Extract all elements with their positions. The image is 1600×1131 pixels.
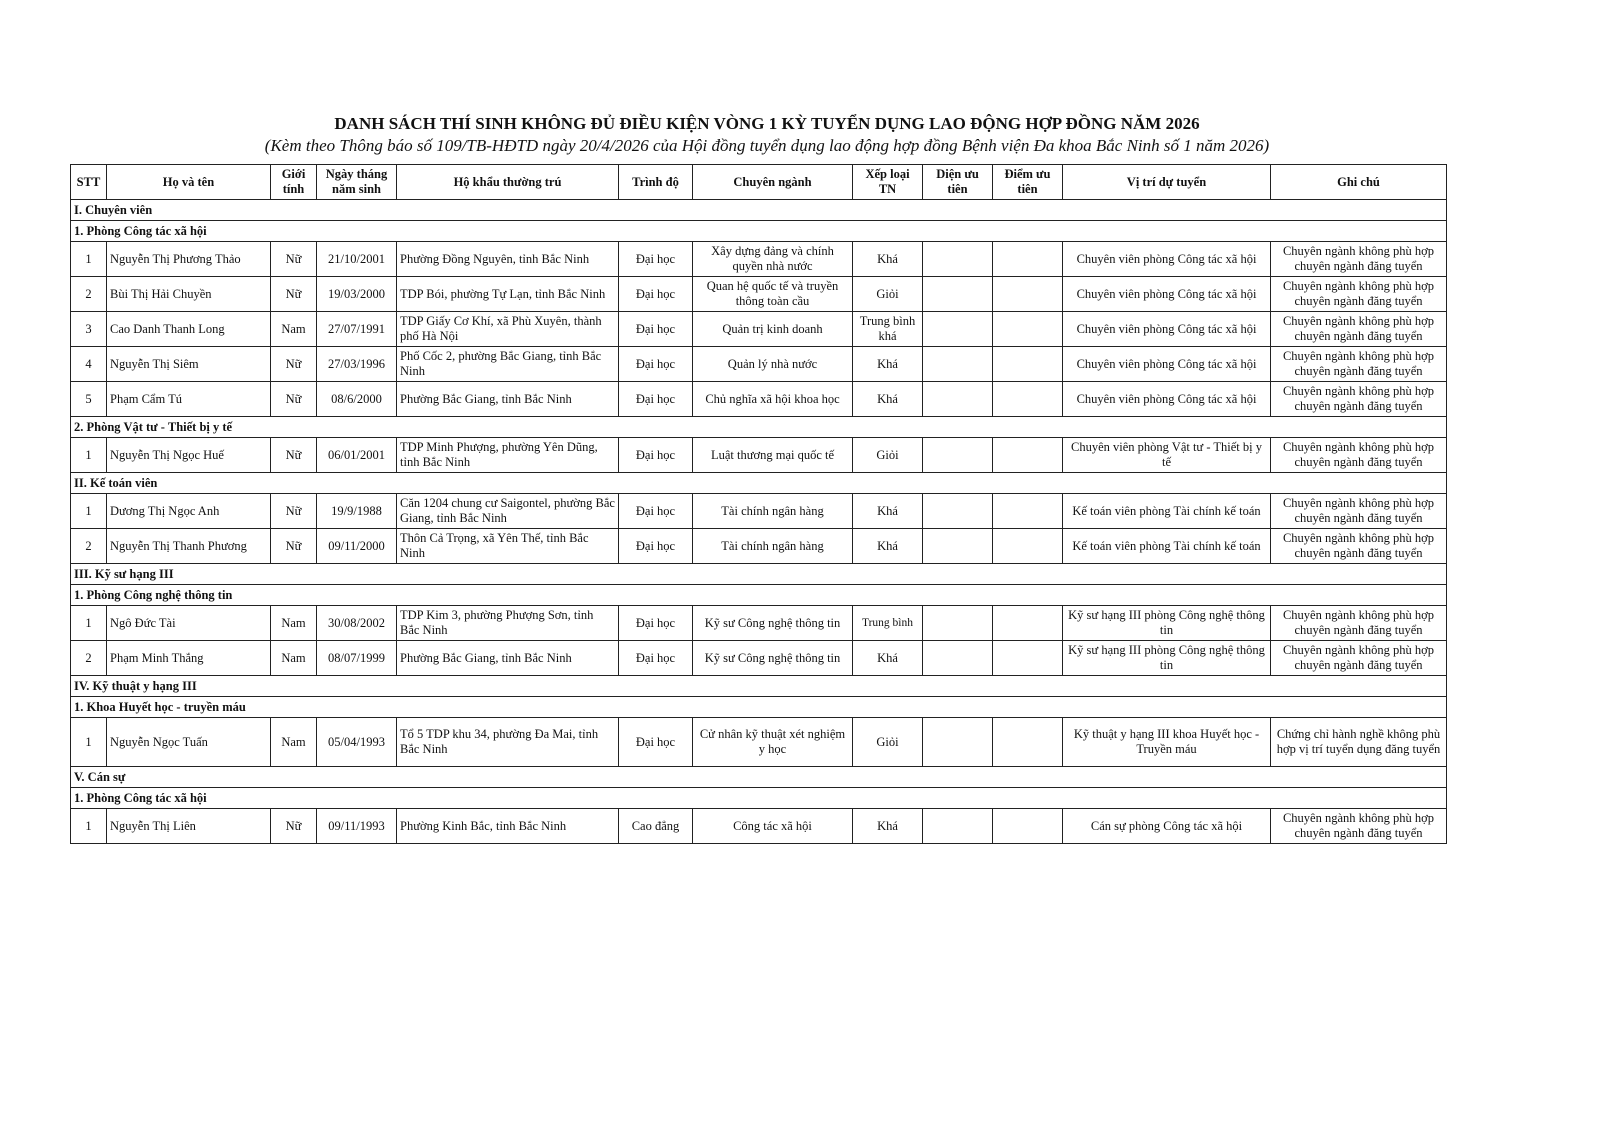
cell-name: Nguyễn Ngọc Tuấn [107,718,271,767]
cell-note: Chuyên ngành không phù hợp chuyên ngành đăng tuyển [1271,809,1447,844]
cell-note: Chứng chỉ hành nghề không phù hợp vị trí tuyển dụng đăng tuyển [1271,718,1447,767]
table-row [71,606,1447,641]
cell-major: Luật thương mại quốc tế [693,438,853,473]
cell-major: Quản lý nhà nước [693,347,853,382]
cell-dob: 09/11/2000 [317,529,397,564]
cell-address: TDP Bói, phường Tự Lạn, tỉnh Bắc Ninh [397,277,619,312]
cell-dob: 27/07/1991 [317,312,397,347]
cell-priority-object [923,312,993,347]
cell-priority-points [993,718,1063,767]
table-row [71,347,1447,382]
cell-degree: Đại học [619,494,693,529]
cell-note: Chuyên ngành không phù hợp chuyên ngành đăng tuyển [1271,242,1447,277]
cell-gender: Nam [271,718,317,767]
section-heading: 1. Phòng Công tác xã hội [71,221,1447,242]
cell-gender: Nữ [271,529,317,564]
section-heading: 2. Phòng Vật tư - Thiết bị y tế [71,417,1447,438]
cell-stt: 1 [71,606,107,641]
cell-priority-points [993,347,1063,382]
cell-grade: Trung bình khá [853,312,923,347]
cell-address: TDP Kim 3, phường Phượng Sơn, tỉnh Bắc Ninh [397,606,619,641]
cell-name: Bùi Thị Hải Chuyền [107,277,271,312]
cell-dob: 30/08/2002 [317,606,397,641]
cell-dob: 08/6/2000 [317,382,397,417]
cell-priority-points [993,277,1063,312]
cell-gender: Nam [271,641,317,676]
section-row [71,417,1447,438]
header-position: Vị trí dự tuyển [1063,165,1271,200]
cell-priority-points [993,382,1063,417]
table-row [71,529,1447,564]
cell-degree: Đại học [619,718,693,767]
section-row [71,564,1447,585]
section-row [71,697,1447,718]
section-heading: II. Kế toán viên [71,473,1447,494]
cell-address: Căn 1204 chung cư Saigontel, phường Bắc Giang, tỉnh Bắc Ninh [397,494,619,529]
section-heading: 1. Khoa Huyết học - truyền máu [71,697,1447,718]
cell-grade: Giỏi [853,718,923,767]
cell-name: Nguyễn Thị Siêm [107,347,271,382]
section-row [71,676,1447,697]
cell-degree: Đại học [619,529,693,564]
cell-note: Chuyên ngành không phù hợp chuyên ngành đăng tuyển [1271,529,1447,564]
cell-stt: 4 [71,347,107,382]
cell-dob: 19/9/1988 [317,494,397,529]
cell-grade: Khá [853,641,923,676]
cell-priority-object [923,606,993,641]
cell-name: Nguyễn Thị Thanh Phương [107,529,271,564]
cell-note: Chuyên ngành không phù hợp chuyên ngành đăng tuyển [1271,641,1447,676]
cell-dob: 06/01/2001 [317,438,397,473]
table-header [71,165,1447,200]
table-row [71,494,1447,529]
cell-stt: 1 [71,718,107,767]
cell-grade: Giỏi [853,438,923,473]
header-name: Họ và tên [107,165,271,200]
header-major: Chuyên ngành [693,165,853,200]
cell-position: Chuyên viên phòng Công tác xã hội [1063,312,1271,347]
cell-gender: Nữ [271,242,317,277]
cell-degree: Đại học [619,641,693,676]
section-row [71,200,1447,221]
cell-priority-object [923,529,993,564]
cell-gender: Nữ [271,347,317,382]
cell-note: Chuyên ngành không phù hợp chuyên ngành đăng tuyển [1271,494,1447,529]
cell-gender: Nữ [271,277,317,312]
cell-priority-points [993,242,1063,277]
cell-note: Chuyên ngành không phù hợp chuyên ngành đăng tuyển [1271,438,1447,473]
header-dob: Ngày tháng năm sinh [317,165,397,200]
cell-degree: Đại học [619,312,693,347]
cell-name: Cao Danh Thanh Long [107,312,271,347]
cell-note: Chuyên ngành không phù hợp chuyên ngành đăng tuyển [1271,277,1447,312]
cell-degree: Đại học [619,242,693,277]
cell-note: Chuyên ngành không phù hợp chuyên ngành đăng tuyển [1271,347,1447,382]
cell-major: Kỹ sư Công nghệ thông tin [693,606,853,641]
cell-dob: 19/03/2000 [317,277,397,312]
cell-gender: Nữ [271,438,317,473]
cell-gender: Nam [271,606,317,641]
cell-stt: 3 [71,312,107,347]
cell-major: Quản trị kinh doanh [693,312,853,347]
cell-note: Chuyên ngành không phù hợp chuyên ngành đăng tuyển [1271,606,1447,641]
header-gender: Giới tính [271,165,317,200]
cell-position: Chuyên viên phòng Công tác xã hội [1063,277,1271,312]
cell-major: Tài chính ngân hàng [693,529,853,564]
cell-stt: 2 [71,641,107,676]
cell-position: Cán sự phòng Công tác xã hội [1063,809,1271,844]
cell-major: Quan hệ quốc tế và truyền thông toàn cầu [693,277,853,312]
cell-dob: 08/07/1999 [317,641,397,676]
cell-gender: Nữ [271,494,317,529]
cell-major: Tài chính ngân hàng [693,494,853,529]
cell-position: Chuyên viên phòng Công tác xã hội [1063,382,1271,417]
table-row [71,277,1447,312]
section-row [71,788,1447,809]
section-heading: I. Chuyên viên [71,200,1447,221]
candidate-table [70,164,1447,844]
cell-stt: 1 [71,438,107,473]
cell-position: Chuyên viên phòng Công tác xã hội [1063,242,1271,277]
header-priority-points: Điểm ưu tiên [993,165,1063,200]
cell-grade: Khá [853,382,923,417]
cell-major: Kỹ sư Công nghệ thông tin [693,641,853,676]
header-stt: STT [71,165,107,200]
cell-degree: Đại học [619,438,693,473]
header-address: Hộ khẩu thường trú [397,165,619,200]
cell-priority-object [923,438,993,473]
table-row [71,382,1447,417]
section-heading: III. Kỹ sư hạng III [71,564,1447,585]
cell-dob: 09/11/1993 [317,809,397,844]
cell-stt: 2 [71,277,107,312]
cell-position: Kế toán viên phòng Tài chính kế toán [1063,494,1271,529]
table-body [71,200,1447,844]
cell-priority-object [923,382,993,417]
cell-position: Chuyên viên phòng Công tác xã hội [1063,347,1271,382]
cell-grade: Khá [853,529,923,564]
cell-address: Phường Kinh Bắc, tỉnh Bắc Ninh [397,809,619,844]
cell-stt: 2 [71,529,107,564]
header-note: Ghi chú [1271,165,1447,200]
cell-name: Nguyễn Thị Ngọc Huế [107,438,271,473]
cell-name: Ngô Đức Tài [107,606,271,641]
cell-grade: Khá [853,347,923,382]
cell-priority-points [993,606,1063,641]
section-row [71,585,1447,606]
table-row [71,718,1447,767]
table-row [71,242,1447,277]
cell-priority-points [993,438,1063,473]
cell-degree: Đại học [619,606,693,641]
document-subtitle: (Kèm theo Thông báo số 109/TB-HĐTD ngày 20/4/2026 của Hội đồng tuyển dụng lao động hợp đồng Bệnh viện Đa khoa Bắc Ninh số 1 năm 2026) [264,136,1270,155]
cell-position: Chuyên viên phòng Vật tư - Thiết bị y tế [1063,438,1271,473]
cell-grade: Khá [853,809,923,844]
cell-grade: Khá [853,494,923,529]
cell-priority-object [923,809,993,844]
cell-name: Phạm Minh Thắng [107,641,271,676]
cell-address: Phường Đồng Nguyên, tỉnh Bắc Ninh [397,242,619,277]
table-row [71,809,1447,844]
cell-grade: Khá [853,242,923,277]
cell-major: Xây dựng đảng và chính quyền nhà nước [693,242,853,277]
section-row [71,767,1447,788]
cell-stt: 1 [71,494,107,529]
cell-degree: Đại học [619,347,693,382]
cell-address: TDP Giấy Cơ Khí, xã Phù Xuyên, thành phố Hà Nội [397,312,619,347]
section-heading: 1. Phòng Công nghệ thông tin [71,585,1447,606]
cell-grade: Trung bình [853,606,923,641]
cell-dob: 05/04/1993 [317,718,397,767]
cell-priority-points [993,641,1063,676]
section-row [71,221,1447,242]
cell-dob: 21/10/2001 [317,242,397,277]
cell-priority-points [993,529,1063,564]
cell-priority-points [993,494,1063,529]
section-heading: IV. Kỹ thuật y hạng III [71,676,1447,697]
cell-stt: 1 [71,809,107,844]
cell-stt: 5 [71,382,107,417]
cell-name: Phạm Cẩm Tú [107,382,271,417]
cell-major: Công tác xã hội [693,809,853,844]
cell-note: Chuyên ngành không phù hợp chuyên ngành đăng tuyển [1271,382,1447,417]
cell-major: Cử nhân kỹ thuật xét nghiệm y học [693,718,853,767]
header-priority-object: Diện ưu tiên [923,165,993,200]
cell-position: Kế toán viên phòng Tài chính kế toán [1063,529,1271,564]
cell-gender: Nữ [271,382,317,417]
cell-degree: Cao đẳng [619,809,693,844]
document-title: DANH SÁCH THÍ SINH KHÔNG ĐỦ ĐIỀU KIỆN VÒNG 1 KỲ TUYỂN DỤNG LAO ĐỘNG HỢP ĐỒNG NĂM 2026 [334,114,1200,133]
cell-gender: Nữ [271,809,317,844]
cell-address: Phường Bắc Giang, tỉnh Bắc Ninh [397,641,619,676]
cell-position: Kỹ sư hạng III phòng Công nghệ thông tin [1063,606,1271,641]
cell-degree: Đại học [619,382,693,417]
cell-name: Nguyễn Thị Liên [107,809,271,844]
cell-priority-points [993,809,1063,844]
cell-priority-object [923,242,993,277]
cell-address: Thôn Cả Trọng, xã Yên Thế, tỉnh Bắc Ninh [397,529,619,564]
cell-note: Chuyên ngành không phù hợp chuyên ngành đăng tuyển [1271,312,1447,347]
table-row [71,641,1447,676]
cell-priority-points [993,312,1063,347]
cell-priority-object [923,718,993,767]
cell-stt: 1 [71,242,107,277]
header-degree: Trình độ [619,165,693,200]
cell-name: Dương Thị Ngọc Anh [107,494,271,529]
cell-priority-object [923,347,993,382]
header-grade: Xếp loại TN [853,165,923,200]
cell-priority-object [923,494,993,529]
cell-address: Phố Cốc 2, phường Bắc Giang, tỉnh Bắc Ninh [397,347,619,382]
table-row [71,438,1447,473]
cell-name: Nguyễn Thị Phương Thảo [107,242,271,277]
cell-address: Tổ 5 TDP khu 34, phường Đa Mai, tỉnh Bắc Ninh [397,718,619,767]
cell-priority-object [923,277,993,312]
section-heading: V. Cán sự [71,767,1447,788]
cell-grade: Giỏi [853,277,923,312]
cell-position: Kỹ thuật y hạng III khoa Huyết học - Truyền máu [1063,718,1271,767]
section-row [71,473,1447,494]
cell-address: TDP Minh Phượng, phường Yên Dũng, tỉnh Bắc Ninh [397,438,619,473]
cell-address: Phường Bắc Giang, tỉnh Bắc Ninh [397,382,619,417]
cell-gender: Nam [271,312,317,347]
table-row [71,312,1447,347]
cell-major: Chủ nghĩa xã hội khoa học [693,382,853,417]
cell-position: Kỹ sư hạng III phòng Công nghệ thông tin [1063,641,1271,676]
cell-dob: 27/03/1996 [317,347,397,382]
section-heading: 1. Phòng Công tác xã hội [71,788,1447,809]
cell-degree: Đại học [619,277,693,312]
cell-priority-object [923,641,993,676]
